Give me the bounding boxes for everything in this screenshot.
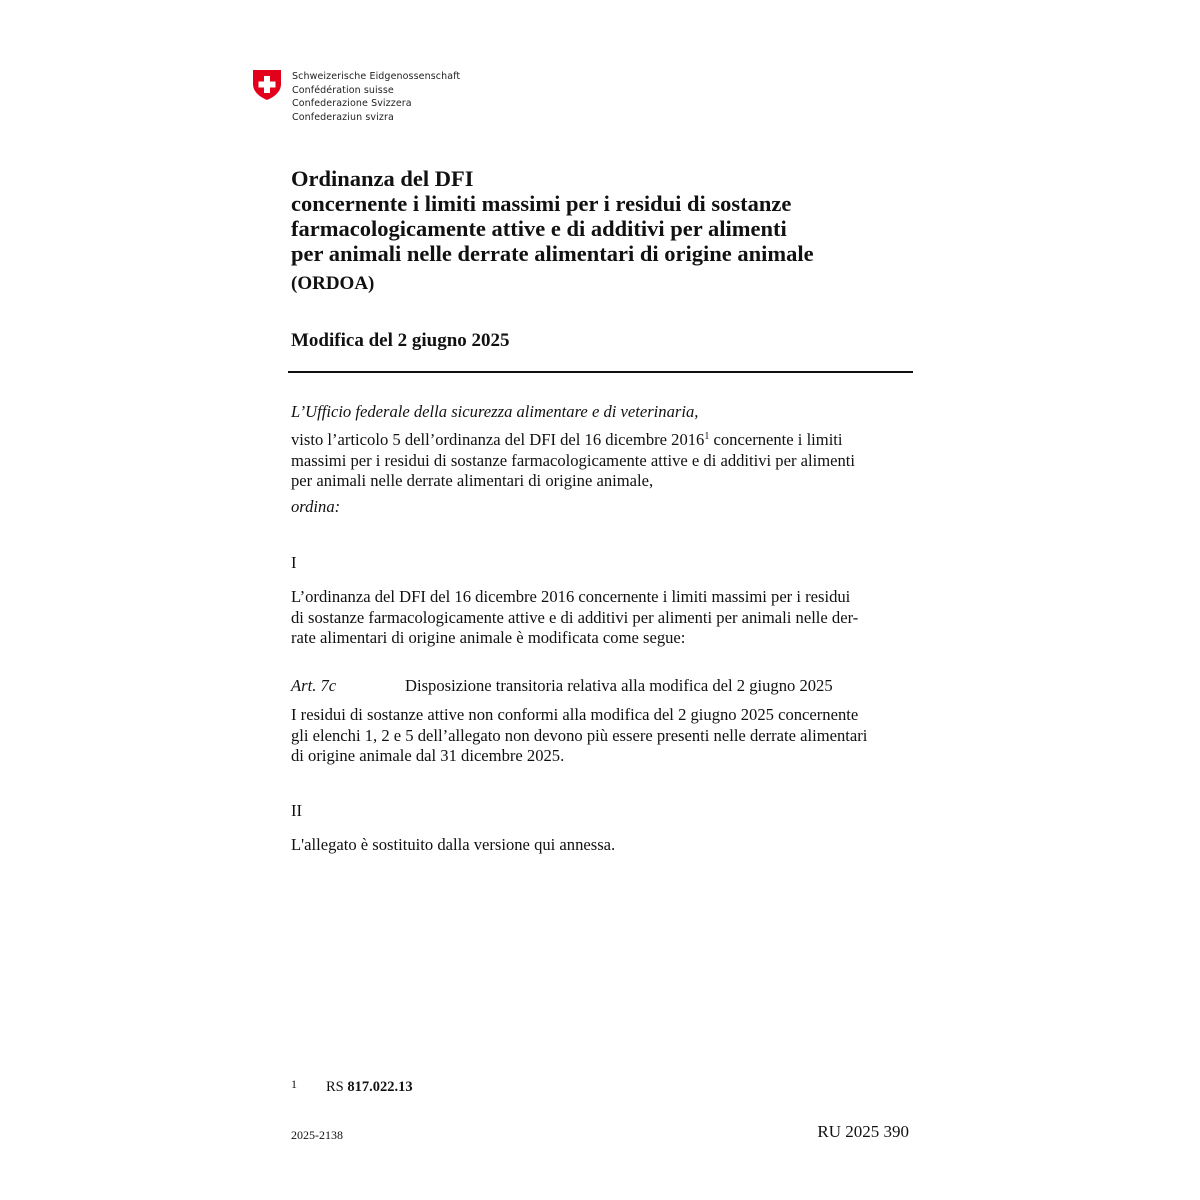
title-line: concernente i limiti massimi per i residui di sostanze (291, 191, 792, 216)
paragraph-line: di sostanze farmacologicamente attive e di additivi per alimenti per animali nelle der- (291, 607, 859, 627)
footnote-reference-number[interactable]: 817.022.13 (347, 1079, 413, 1095)
org-name-de: Schweizerische Eidgenossenschaft (292, 71, 461, 82)
article-title: Disposizione transitoria relativa alla modifica del 2 giugno 2025 (405, 676, 833, 695)
footnote-mark: 1 (291, 1077, 297, 1091)
org-name-rm: Confederaziun svizra (292, 112, 394, 124)
section-heading-I: I (291, 553, 297, 572)
section-II-paragraph: L'allegato è sostituito dalla versione qui annessa. (291, 835, 616, 854)
divider (288, 371, 913, 373)
title-line: per animali nelle derrate alimentari di origine animale (291, 241, 814, 266)
footnote-prefix: RS (326, 1079, 348, 1095)
paragraph-line: rate alimentari di origine animale è modificata come segue: (291, 628, 686, 647)
issuing-authority: L’Ufficio federale della sicurezza alimentare e di veterinaria, (291, 402, 699, 421)
amendment-date: Modifica del 2 giugno 2025 (291, 330, 510, 351)
document-title (291, 166, 814, 296)
preamble-text: concernente i limiti (709, 430, 843, 449)
preamble (291, 430, 855, 492)
article-text (291, 705, 867, 767)
title-line: Ordinanza del DFI (291, 166, 474, 191)
title-line: farmacologicamente attive e di additivi per alimenti (291, 216, 787, 241)
preamble-text: visto l’articolo 5 dell’ordinanza del DFI del 16 dicembre 2016 (291, 430, 705, 449)
paragraph-line: L’ordinanza del DFI del 16 dicembre 2016 concernente i limiti massimi per i residui (291, 587, 851, 606)
official-compilation-number: RU 2025 390 (817, 1122, 909, 1141)
section-heading-II: II (291, 801, 303, 820)
organization-names (292, 70, 460, 125)
paragraph-line: di origine animale dal 31 dicembre 2025. (291, 746, 565, 765)
article-number: Art. 7c (291, 676, 337, 695)
org-name-fr: Confédération suisse (292, 84, 394, 96)
preamble-text: per animali nelle derrate alimentari di origine animale, (291, 471, 654, 490)
document-number: 2025-2138 (291, 1128, 343, 1142)
paragraph-line: I residui di sostanze attive non conformi alla modifica del 2 giugno 2025 concernente (291, 705, 859, 724)
footnote-text (326, 1078, 413, 1096)
orders-clause: ordina: (291, 497, 341, 516)
paragraph-line: gli elenchi 1, 2 e 5 dell’allegato non devono più essere presenti nelle derrate alimentari (291, 725, 868, 745)
org-name-it: Confederazione Svizzera (292, 98, 412, 110)
swiss-cross-icon (252, 69, 282, 101)
title-abbreviation: (ORDOA) (291, 273, 375, 294)
footnote-reference[interactable]: 1 (704, 431, 710, 442)
section-I-paragraph (291, 587, 858, 649)
preamble-text: massimi per i residui di sostanze farmacologicamente attive e di additivi per alimenti (291, 450, 856, 470)
